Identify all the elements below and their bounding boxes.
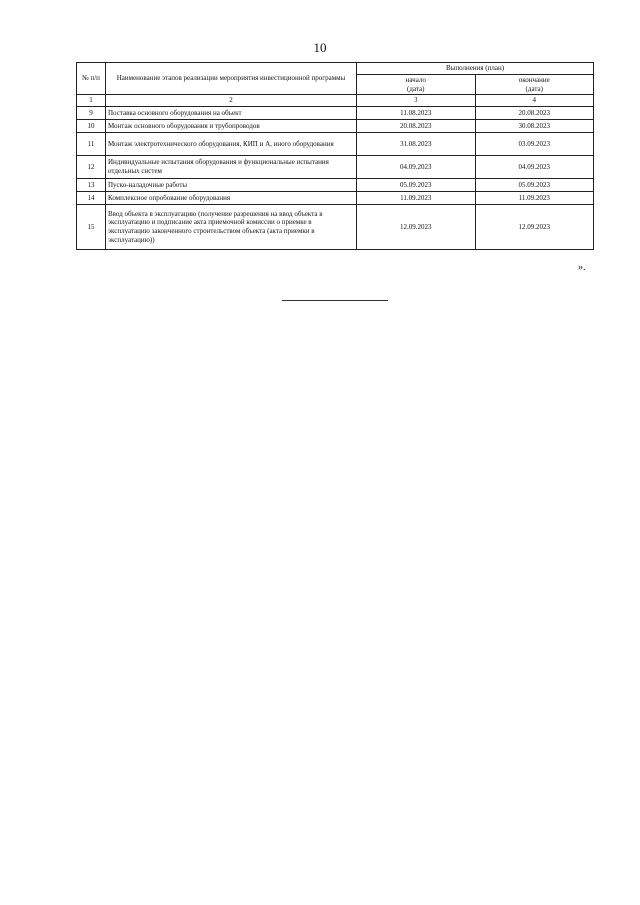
row-num: 14	[77, 192, 106, 205]
header-num: № п/п	[77, 63, 106, 95]
row-end-date: 11.09.2023	[475, 192, 594, 205]
row-end-date: 03.09.2023	[475, 133, 594, 156]
row-end-date: 30.08.2023	[475, 120, 594, 133]
column-index: 2	[106, 95, 357, 107]
table-row	[77, 120, 594, 133]
row-stage-name: Ввод объекта в эксплуатацию (получение разрешения на ввод объекта в эксплуатацию и подписание акта приемочной комиссии о приемке в эксплуатацию законченного строительством объекта (акта приемки в эксплуатацию))	[106, 205, 357, 250]
header-end-text: окончание (дата)	[518, 75, 550, 93]
header-name: Наименование этапов реализации мероприятия инвестиционной программы	[106, 63, 357, 95]
table-row	[77, 179, 594, 192]
table-row	[77, 192, 594, 205]
row-end-date: 12.09.2023	[475, 205, 594, 250]
implementation-schedule-table	[76, 62, 594, 250]
row-num: 10	[77, 120, 106, 133]
row-end-date: 05.09.2023	[475, 179, 594, 192]
row-start-date: 11.08.2023	[357, 107, 476, 120]
row-stage-name: Комплексное опробование оборудования	[106, 192, 357, 205]
row-stage-name: Поставка основного оборудования на объект	[106, 107, 357, 120]
header-start	[357, 74, 476, 95]
footer-separator-line	[282, 300, 388, 301]
row-num: 9	[77, 107, 106, 120]
column-index: 1	[77, 95, 106, 107]
row-start-date: 12.09.2023	[357, 205, 476, 250]
row-num: 11	[77, 133, 106, 156]
column-index: 3	[357, 95, 476, 107]
row-end-date: 20.08.2023	[475, 107, 594, 120]
header-execution: Выполнения (план)	[357, 63, 594, 75]
row-start-date: 20.08.2023	[357, 120, 476, 133]
column-index-row	[77, 95, 594, 107]
table-row	[77, 107, 594, 120]
table-row	[77, 156, 594, 179]
header-start-text: начало (дата)	[405, 75, 426, 93]
row-start-date: 05.09.2023	[357, 179, 476, 192]
row-stage-name: Пуско-наладочные работы	[106, 179, 357, 192]
row-stage-name: Монтаж основного оборудования и трубопроводов	[106, 120, 357, 133]
table-header-row	[77, 63, 594, 75]
table-row	[77, 205, 594, 250]
row-start-date: 31.08.2023	[357, 133, 476, 156]
row-start-date: 04.09.2023	[357, 156, 476, 179]
header-end	[475, 74, 594, 95]
column-index: 4	[475, 95, 594, 107]
row-num: 15	[77, 205, 106, 250]
row-end-date: 04.09.2023	[475, 156, 594, 179]
row-stage-name: Монтаж электротехнического оборудования, КИП и А, иного оборудования	[106, 133, 357, 156]
row-stage-name: Индивидуальные испытания оборудования и функциональные испытания отдельных систем	[106, 156, 357, 179]
row-num: 12	[77, 156, 106, 179]
page-number: 10	[313, 40, 327, 55]
table-row	[77, 133, 594, 156]
closing-quote: ».	[578, 262, 586, 273]
row-num: 13	[77, 179, 106, 192]
row-start-date: 11.09.2023	[357, 192, 476, 205]
